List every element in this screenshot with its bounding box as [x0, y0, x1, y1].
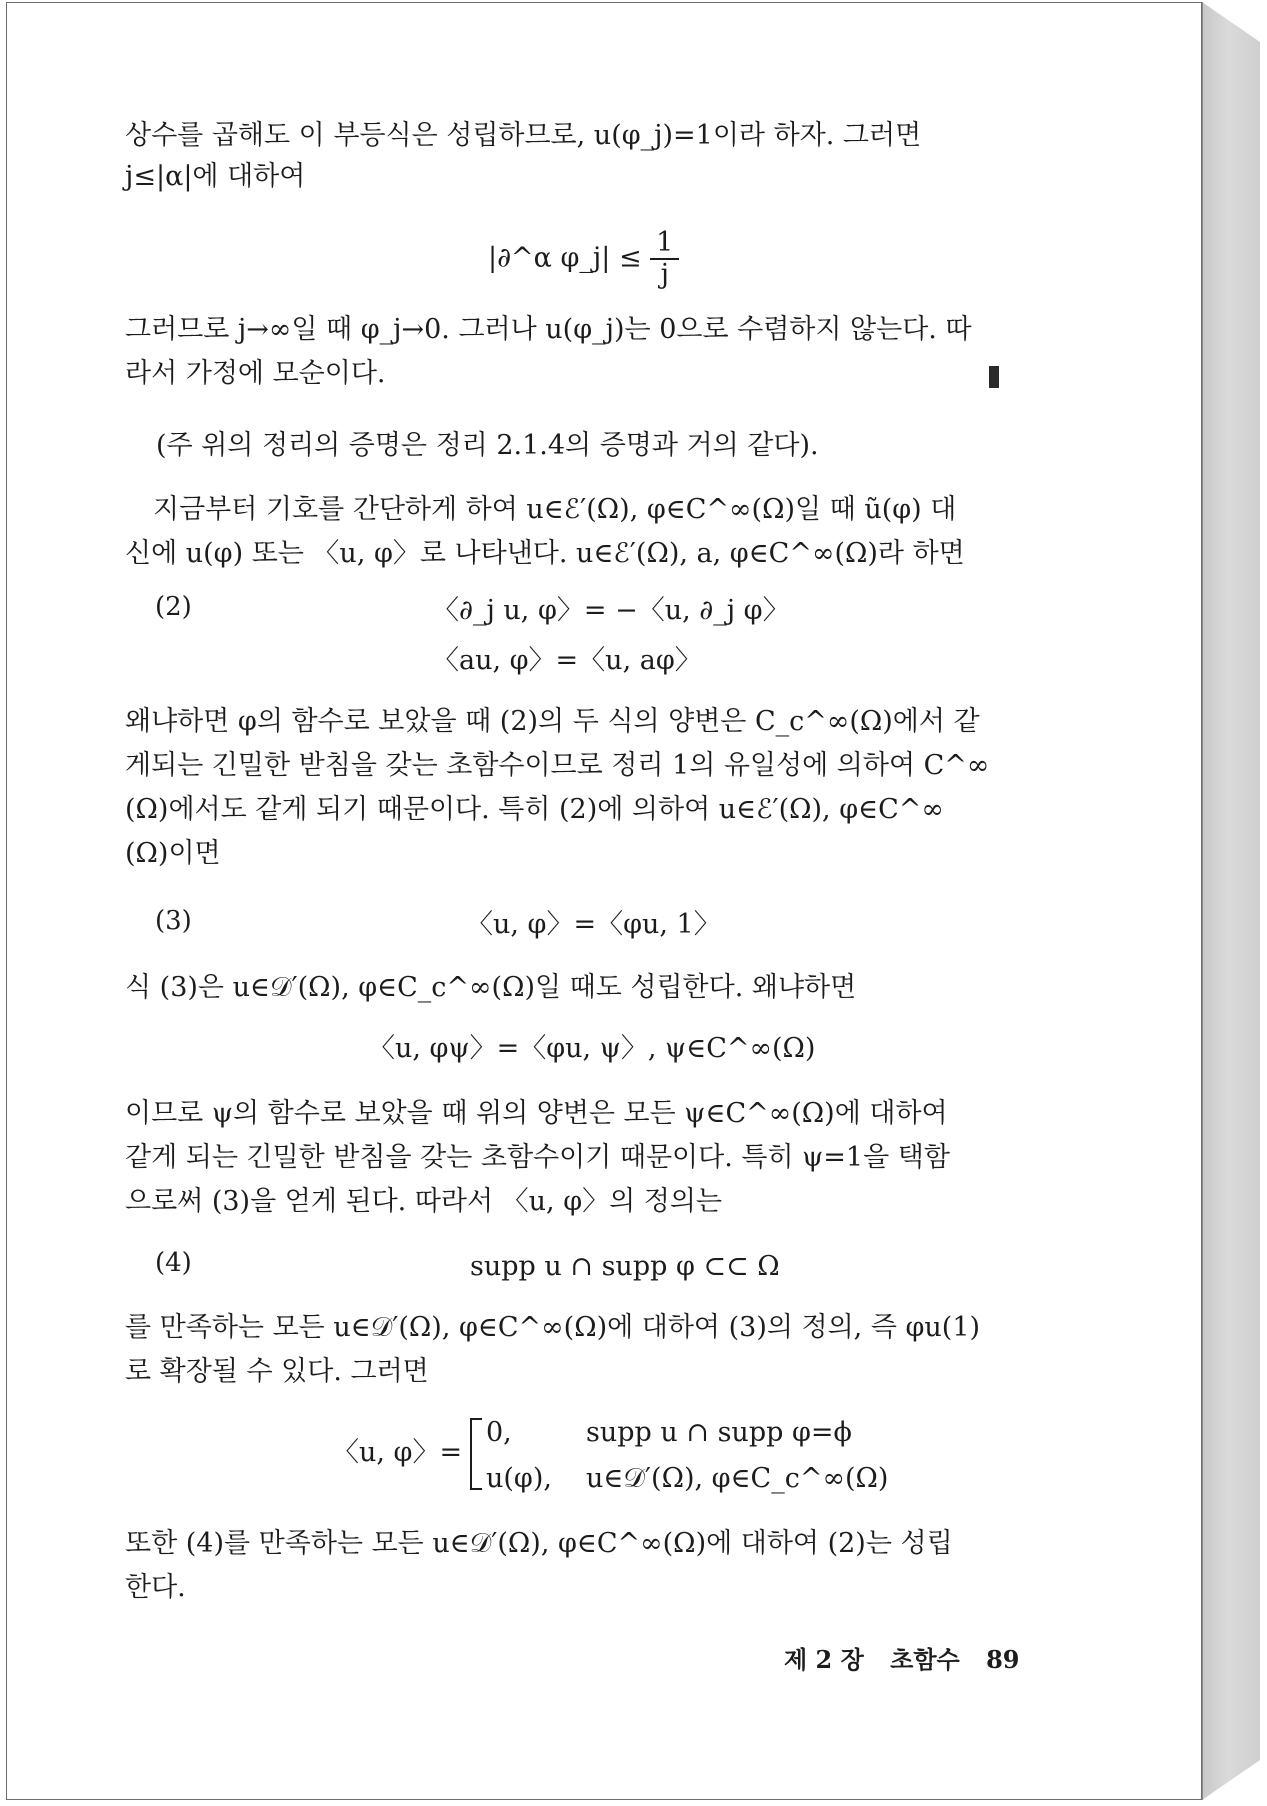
- text-line: (주 위의 정리의 증명은 정리 2.1.4의 증명과 거의 같다).: [156, 430, 819, 461]
- page-number: 89: [986, 1645, 1020, 1674]
- text-line: 이므로 ψ의 함수로 보았을 때 위의 양변은 모든 ψ∈C^∞(Ω)에 대하여: [125, 1098, 948, 1129]
- text-line: (Ω)이면: [125, 838, 221, 869]
- text-line: 으로써 (3)을 얻게 된다. 따라서 〈u, φ〉의 정의는: [125, 1186, 723, 1217]
- equation: supp u ∩ supp φ ⊂⊂ Ω: [470, 1251, 780, 1282]
- equation-number: (4): [155, 1248, 192, 1278]
- page-edge-line: [1202, 2, 1203, 1800]
- text-line: 왜냐하면 φ의 함수로 보았을 때 (2)의 두 식의 양변은 C_c^∞(Ω)에서 같: [125, 706, 980, 737]
- chapter-label: 제 2 장: [784, 1645, 864, 1674]
- fraction-denominator: j: [660, 259, 669, 290]
- equation-number: (3): [155, 906, 192, 936]
- text-line: 라서 가정에 모순이다.: [125, 358, 386, 389]
- equation: 〈au, φ〉=〈u, aφ〉: [432, 645, 702, 676]
- page-footer: [784, 1640, 1037, 1675]
- equation: 〈u, φ〉=〈φu, 1〉: [466, 909, 721, 940]
- equation: 〈u, φψ〉=〈φu, ψ〉, ψ∈C^∞(Ω): [368, 1033, 816, 1064]
- fraction-numerator: 1: [650, 228, 679, 260]
- qed-mark: [989, 366, 999, 388]
- case-value: u(φ),: [486, 1463, 552, 1494]
- text-line: 한다.: [125, 1572, 186, 1603]
- text-line: 지금부터 기호를 간단하게 하여 u∈ℰ′(Ω), φ∈C^∞(Ω)일 때 ũ(φ) 대: [153, 494, 957, 525]
- case-value: 0,: [486, 1417, 512, 1448]
- page-stack-edge: [1202, 2, 1260, 1800]
- equation-lhs: 〈u, φ〉=: [332, 1437, 463, 1468]
- cases-brace: [470, 1418, 482, 1490]
- case-condition: u∈𝒟′(Ω), φ∈C_c^∞(Ω): [586, 1463, 889, 1494]
- equation-lhs: |∂^α φ_j| ≤: [488, 242, 642, 274]
- fraction: [650, 228, 679, 290]
- equation: [488, 228, 679, 290]
- case-condition: supp u ∩ supp φ=ϕ: [586, 1417, 852, 1448]
- text-line: 로 확장될 수 있다. 그러면: [125, 1356, 429, 1387]
- text-line: 또한 (4)를 만족하는 모든 u∈𝒟′(Ω), φ∈C^∞(Ω)에 대하여 (2)는 성립: [125, 1528, 953, 1559]
- equation: 〈∂_j u, φ〉= −〈u, ∂_j φ〉: [432, 595, 790, 626]
- text-line: 게되는 긴밀한 받침을 갖는 초함수이므로 정리 1의 유일성에 의하여 C^∞: [125, 750, 990, 781]
- text-line: j≤|α|에 대하여: [125, 161, 306, 192]
- text-line: 상수를 곱해도 이 부등식은 성립하므로, u(φ_j)=1이라 하자. 그러면: [125, 120, 922, 151]
- text-line: 신에 u(φ) 또는 〈u, φ〉로 나타낸다. u∈ℰ′(Ω), a, φ∈C^∞(Ω)라 하면: [125, 538, 965, 569]
- text-line: 그러므로 j→∞일 때 φ_j→0. 그러나 u(φ_j)는 0으로 수렴하지 않는다. 따: [125, 314, 972, 345]
- text-line: 같게 되는 긴밀한 받침을 갖는 초함수이기 때문이다. 특히 ψ=1을 택함: [125, 1142, 950, 1173]
- text-line: (Ω)에서도 같게 되기 때문이다. 특히 (2)에 의하여 u∈ℰ′(Ω), φ∈C^∞: [125, 794, 944, 825]
- text-line: 식 (3)은 u∈𝒟′(Ω), φ∈C_c^∞(Ω)일 때도 성립한다. 왜냐하면: [125, 972, 857, 1003]
- chapter-title: 초함수: [890, 1645, 960, 1674]
- text-line: 를 만족하는 모든 u∈𝒟′(Ω), φ∈C^∞(Ω)에 대하여 (3)의 정의, 즉 φu(1): [125, 1312, 981, 1343]
- equation-number: (2): [155, 592, 192, 622]
